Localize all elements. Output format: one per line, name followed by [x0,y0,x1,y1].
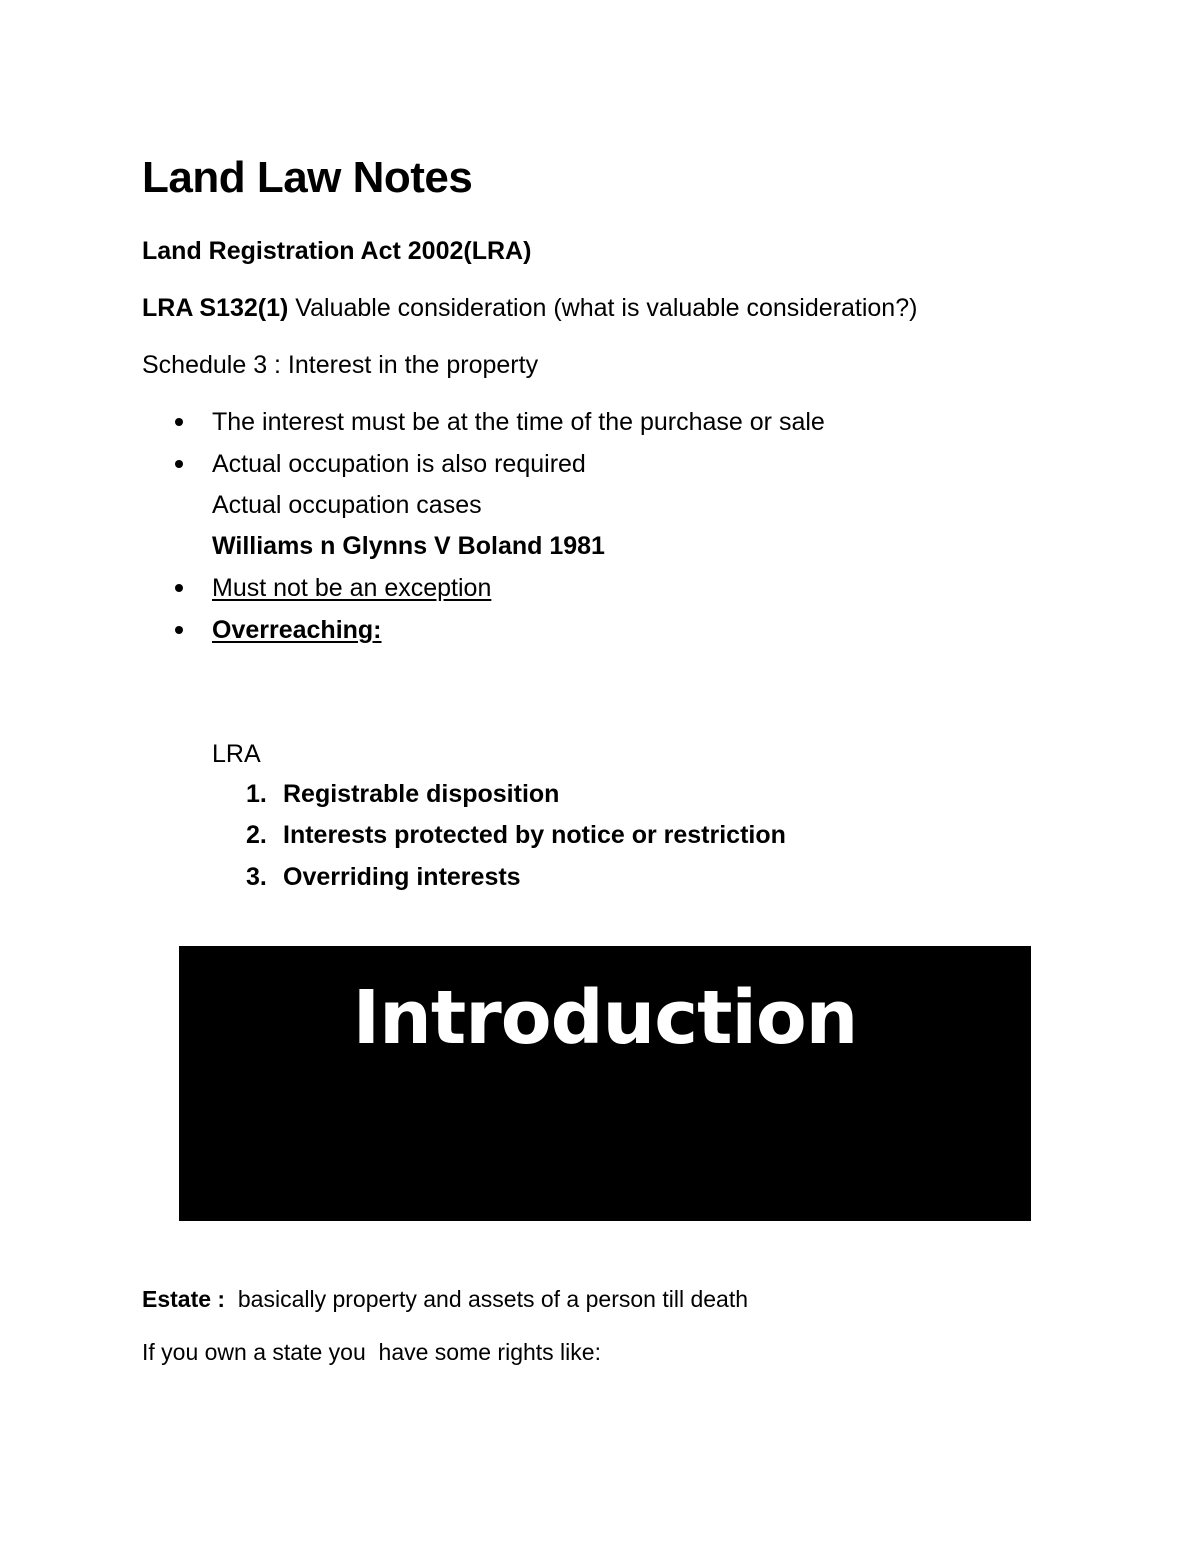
numbered-item-overriding-interests: Overriding interests [283,863,521,891]
bullet-icon [175,460,183,468]
schedule-line: Schedule 3 : Interest in the property [142,351,539,379]
lra-section-text: Valuable consideration (what is valuable consideration?) [288,294,918,322]
lra-heading: Land Registration Act 2002(LRA) [142,237,532,265]
bullet-item-interest-time: The interest must be at the time of the purchase or sale [212,408,825,436]
page-title: Land Law Notes [142,153,473,202]
bullet-icon [175,584,183,592]
estate-label: Estate : [142,1286,226,1312]
numbered-item-interests-protected: Interests protected by notice or restriction [283,821,786,849]
lra-section-ref: LRA S132(1) [142,294,289,322]
bullet-item-exception: Must not be an exception [212,574,492,602]
numbered-item-marker: 1. [246,780,267,808]
bullet-icon [175,626,183,634]
numbered-item-marker: 3. [246,863,267,891]
banner-title: Introduction [352,975,858,1061]
numbered-item-registrable-disposition: Registrable disposition [283,780,560,808]
estate-line [142,1284,748,1314]
rights-line: If you own a state you have some rights like: [142,1339,601,1365]
bullet-item-overreaching: Overreaching: [212,616,382,644]
numbered-item-marker: 2. [246,821,267,849]
lra-section-line [142,292,917,324]
bullet-icon [175,418,183,426]
introduction-banner [179,946,1031,1221]
estate-definition: basically property and assets of a person till death [225,1286,748,1312]
lra-label: LRA [212,740,261,768]
case-name: Williams n Glynns V Boland 1981 [212,532,605,560]
bullet-item-actual-occupation: Actual occupation is also required [212,450,586,478]
occupation-cases-line: Actual occupation cases [212,491,482,519]
